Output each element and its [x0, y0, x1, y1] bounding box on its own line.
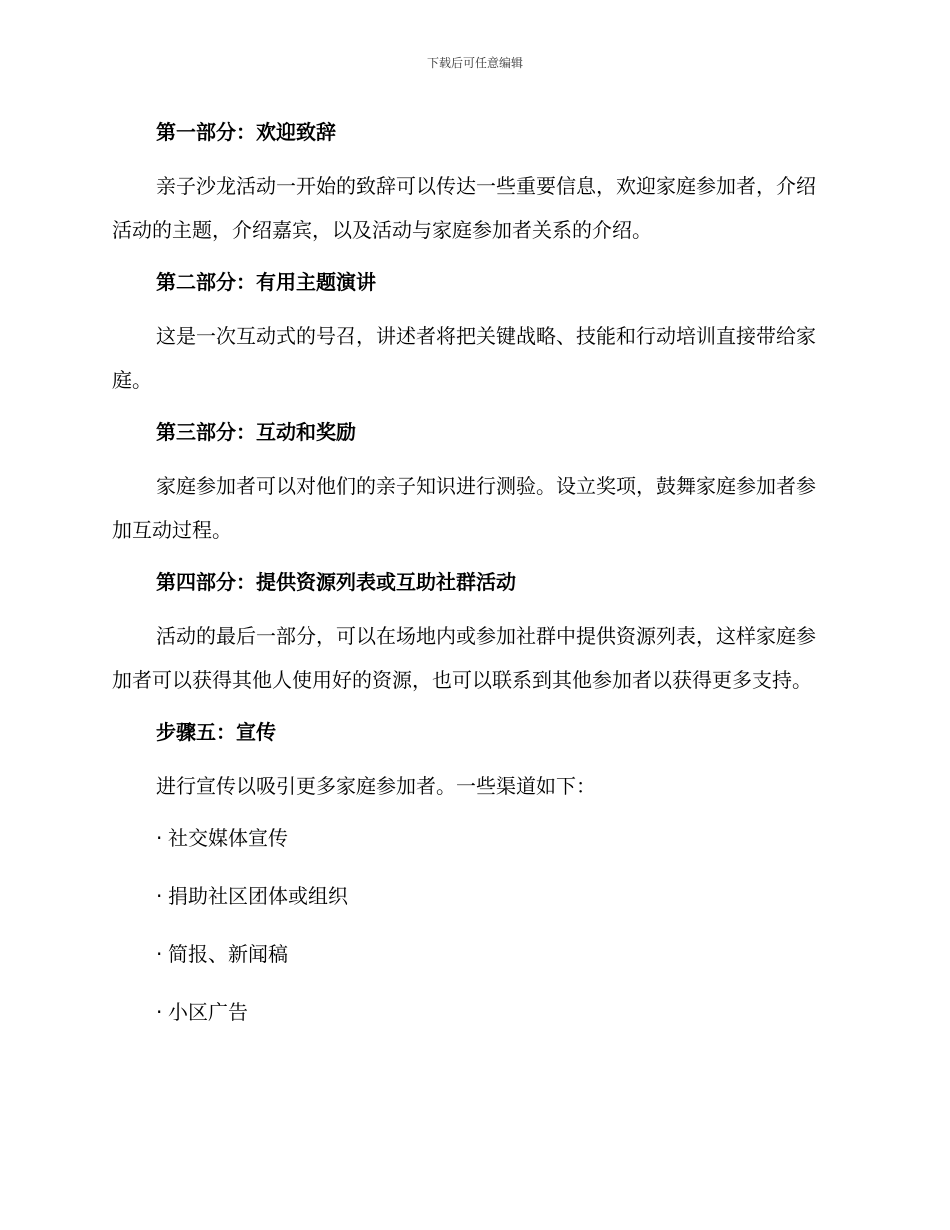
section-paragraph-5: 进行宣传以吸引更多家庭参加者。一些渠道如下：: [156, 774, 596, 798]
list-item: [112, 998, 834, 1026]
section-paragraph-2: 这是一次互动式的号召，讲述者将把关键战略、技能和行动培训直接带给家庭。: [112, 324, 816, 392]
bullet-marker: ·: [156, 826, 163, 850]
list-item: [112, 940, 834, 968]
section-heading-3: 第三部分：互动和奖励: [156, 420, 356, 444]
list-item: [112, 882, 834, 910]
section-heading-5: 步骤五：宣传: [156, 720, 276, 744]
bullet-marker: ·: [156, 1000, 163, 1024]
list-item: [112, 824, 834, 852]
section-paragraph-3: 家庭参加者可以对他们的亲子知识进行测验。设立奖项，鼓舞家庭参加者参加互动过程。: [112, 474, 816, 542]
section-heading-4: 第四部分：提供资源列表或互助社群活动: [156, 570, 516, 594]
list-item-text: 捐助社区团体或组织: [168, 884, 348, 908]
document-body: [112, 110, 834, 1056]
list-item-text: 社交媒体宣传: [168, 826, 288, 850]
section-heading-1: 第一部分：欢迎致辞: [156, 120, 336, 144]
section-paragraph-4: 活动的最后一部分，可以在场地内或参加社群中提供资源列表，这样家庭参加者可以获得其他人使用好的资源，也可以联系到其他参加者以获得更多支持。: [112, 624, 816, 692]
section-heading-2: 第二部分：有用主题演讲: [156, 270, 376, 294]
page-header-note: 下载后可任意编辑: [426, 56, 523, 70]
list-item-text: 简报、新闻稿: [168, 942, 288, 966]
list-item-text: 小区广告: [168, 1000, 248, 1024]
bullet-marker: ·: [156, 942, 163, 966]
section-paragraph-1: 亲子沙龙活动一开始的致辞可以传达一些重要信息，欢迎家庭参加者，介绍活动的主题，介绍嘉宾，以及活动与家庭参加者关系的介绍。: [112, 174, 816, 242]
bullet-marker: ·: [156, 884, 163, 908]
